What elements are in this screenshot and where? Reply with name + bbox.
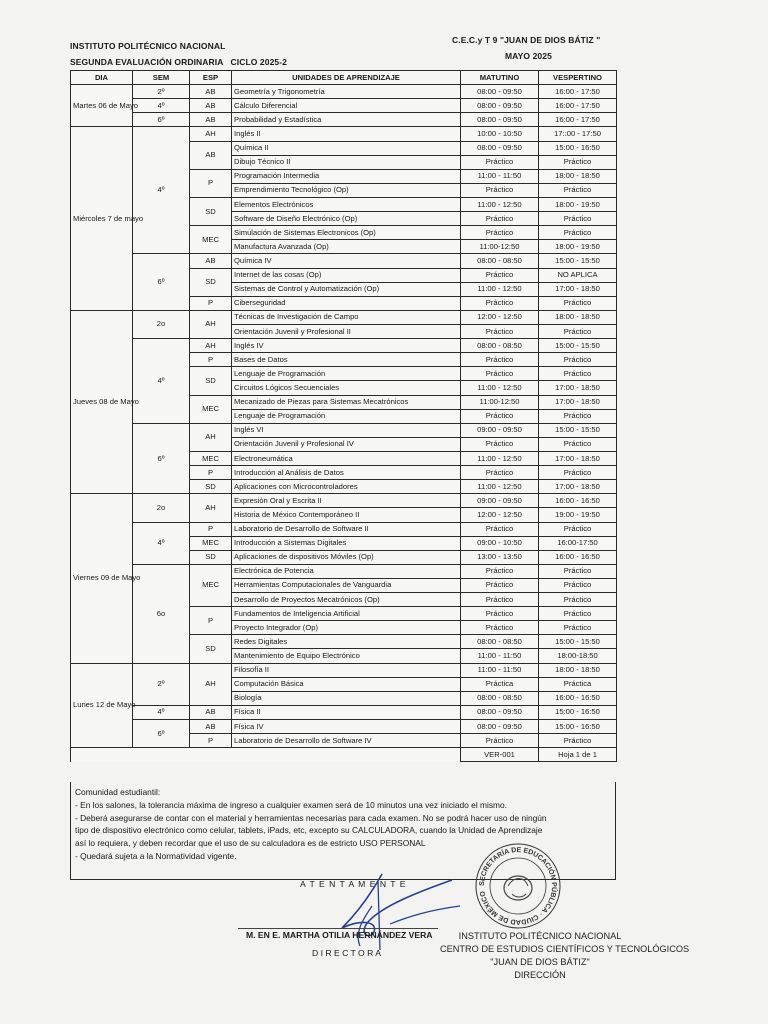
morning-time-cell: Práctico <box>461 578 539 592</box>
semester-cell: 2º <box>133 663 190 705</box>
semester-cell: 6º <box>133 720 190 748</box>
afternoon-time-cell: 18:00 - 18:50 <box>539 663 617 677</box>
learning-unit-cell: Emprendimiento Tecnológico (Op) <box>232 183 461 197</box>
morning-time-cell: Práctico <box>461 212 539 226</box>
director-role: D I R E C T O R A <box>312 948 381 958</box>
learning-unit-cell: Lenguaje de Programación <box>232 367 461 381</box>
schedule-body <box>71 85 617 748</box>
exam-schedule-table <box>70 70 617 762</box>
morning-time-cell: 11:00-12:50 <box>461 395 539 409</box>
morning-time-cell: 08:00 - 09:50 <box>461 85 539 99</box>
morning-time-cell: Práctico <box>461 324 539 338</box>
afternoon-time-cell: 17:00 - 18:50 <box>539 282 617 296</box>
learning-unit-cell: Sistemas de Control y Automatización (Op) <box>232 282 461 296</box>
afternoon-time-cell: 15:00 - 15:50 <box>539 339 617 353</box>
learning-unit-cell: Introducción al Análisis de Datos <box>232 466 461 480</box>
learning-unit-cell: Inglés IV <box>232 339 461 353</box>
learning-unit-cell: Historia de México Contemporáneo II <box>232 508 461 522</box>
semester-cell: 2º <box>133 85 190 99</box>
afternoon-time-cell: Práctico <box>539 367 617 381</box>
afternoon-time-cell: 17:00 - 18:50 <box>539 451 617 465</box>
specialty-cell: AB <box>190 254 232 268</box>
learning-unit-cell: Proyecto Integrador (Op) <box>232 621 461 635</box>
afternoon-time-cell: Práctico <box>539 324 617 338</box>
specialty-cell: MEC <box>190 536 232 550</box>
morning-time-cell: 11:00-12:50 <box>461 240 539 254</box>
note-line: - Deberá asegurarse de contar con el material y herramientas necesarias para cada examen. No se podrá hacer uso de ningún <box>75 812 547 823</box>
afternoon-time-cell: Práctica <box>539 677 617 691</box>
signature-line <box>238 928 438 929</box>
morning-time-cell: Práctico <box>461 155 539 169</box>
table-row <box>71 720 617 734</box>
month-title: MAYO 2025 <box>505 51 552 61</box>
morning-time-cell: Práctico <box>461 183 539 197</box>
semester-cell: 4º <box>133 705 190 719</box>
afternoon-time-cell: NO APLICA <box>539 268 617 282</box>
semester-cell: 6º <box>133 113 190 127</box>
col-header-matutino: MATUTINO <box>461 71 539 85</box>
morning-time-cell: 11:00 - 12:50 <box>461 451 539 465</box>
afternoon-time-cell: 16:00 - 17:50 <box>539 85 617 99</box>
day-cell: Viernes 09 de Mayo <box>71 494 133 663</box>
semester-cell: 6º <box>133 254 190 310</box>
learning-unit-cell: Laboratorio de Desarrollo de Software II <box>232 522 461 536</box>
specialty-cell: AB <box>190 705 232 719</box>
specialty-cell: MEC <box>190 395 232 423</box>
semester-cell: 2o <box>133 494 190 522</box>
morning-time-cell: 11:00 - 12:50 <box>461 282 539 296</box>
table-row <box>71 99 617 113</box>
afternoon-time-cell: 16:00 - 17:50 <box>539 113 617 127</box>
learning-unit-cell: Aplicaciones con Microcontroladores <box>232 480 461 494</box>
specialty-cell: SD <box>190 550 232 564</box>
learning-unit-cell: Desarrollo de Proyectos Mecatrónicos (Op) <box>232 593 461 607</box>
specialty-cell: P <box>190 296 232 310</box>
learning-unit-cell: Expresión Oral y Escrita II <box>232 494 461 508</box>
notes-heading: Comunidad estudiantil: <box>75 787 161 797</box>
afternoon-time-cell: 17:00 - 18:50 <box>539 395 617 409</box>
table-row <box>71 494 617 508</box>
learning-unit-cell: Geometría y Trigonometría <box>232 85 461 99</box>
stamp-line-4: DIRECCIÓN <box>514 970 566 980</box>
specialty-cell: AB <box>190 720 232 734</box>
institution-stamp <box>440 930 690 982</box>
specialty-cell: MEC <box>190 226 232 254</box>
afternoon-time-cell: 18:00 - 18:50 <box>539 310 617 324</box>
learning-unit-cell: Mecanizado de Piezas para Sistemas Mecatrónicos <box>232 395 461 409</box>
afternoon-time-cell: 18:00 - 19:50 <box>539 197 617 211</box>
morning-time-cell: 08:00 - 08:50 <box>461 254 539 268</box>
learning-unit-cell: Inglés II <box>232 127 461 141</box>
table-row <box>71 127 617 141</box>
learning-unit-cell: Electrónica de Potencia <box>232 564 461 578</box>
specialty-cell: P <box>190 353 232 367</box>
learning-unit-cell: Internet de las cosas (Op) <box>232 268 461 282</box>
table-row <box>71 254 617 268</box>
specialty-cell: SD <box>190 197 232 225</box>
morning-time-cell: Práctico <box>461 522 539 536</box>
table-row <box>71 705 617 719</box>
morning-time-cell: 11:00 - 11:50 <box>461 663 539 677</box>
afternoon-time-cell: Práctico <box>539 734 617 748</box>
stamp-line-3: "JUAN DE DIOS BÁTIZ" <box>490 957 590 967</box>
afternoon-time-cell: 15:00 - 15:50 <box>539 254 617 268</box>
page-indicator: Hoja 1 de 1 <box>539 748 617 762</box>
specialty-cell: P <box>190 734 232 748</box>
morning-time-cell: Práctico <box>461 367 539 381</box>
morning-time-cell: 09:00 - 09:50 <box>461 423 539 437</box>
table-row <box>71 85 617 99</box>
col-header-esp: ESP <box>190 71 232 85</box>
stamp-line-2: CENTRO DE ESTUDIOS CIENTÍFICOS Y TECNOLÓGICOS <box>440 944 690 954</box>
afternoon-time-cell: Práctico <box>539 593 617 607</box>
specialty-cell: AH <box>190 663 232 705</box>
morning-time-cell: Práctico <box>461 621 539 635</box>
learning-unit-cell: Biología <box>232 691 461 705</box>
morning-time-cell: 08:00 - 09:50 <box>461 141 539 155</box>
day-cell: Jueves 08 de Mayo <box>71 310 133 493</box>
afternoon-time-cell: Práctico <box>539 183 617 197</box>
specialty-cell: SD <box>190 635 232 663</box>
morning-time-cell: Práctico <box>461 268 539 282</box>
afternoon-time-cell: 15:00 - 15:50 <box>539 635 617 649</box>
learning-unit-cell: Elementos Electrónicos <box>232 197 461 211</box>
learning-unit-cell: Herramientas Computacionales de Vanguardia <box>232 578 461 592</box>
afternoon-time-cell: 16:00 - 16:50 <box>539 494 617 508</box>
semester-cell: 4º <box>133 339 190 424</box>
morning-time-cell: Práctico <box>461 226 539 240</box>
learning-unit-cell: Técnicas de Investigación de Campo <box>232 310 461 324</box>
afternoon-time-cell: Práctico <box>539 578 617 592</box>
table-row <box>71 564 617 578</box>
morning-time-cell: Práctico <box>461 409 539 423</box>
afternoon-time-cell: 18:00 - 19:50 <box>539 240 617 254</box>
col-header-dia: DIA <box>71 71 133 85</box>
afternoon-time-cell: Práctico <box>539 564 617 578</box>
morning-time-cell: 08:00 - 08:50 <box>461 635 539 649</box>
morning-time-cell: Práctico <box>461 466 539 480</box>
morning-time-cell: 08:00 - 08:50 <box>461 339 539 353</box>
learning-unit-cell: Física IV <box>232 720 461 734</box>
morning-time-cell: 08:00 - 09:50 <box>461 705 539 719</box>
specialty-cell: AH <box>190 339 232 353</box>
semester-cell: 4º <box>133 99 190 113</box>
afternoon-time-cell: 17::00 - 17:50 <box>539 127 617 141</box>
specialty-cell: MEC <box>190 564 232 606</box>
specialty-cell: AH <box>190 127 232 141</box>
learning-unit-cell: Física II <box>232 705 461 719</box>
semester-cell: 6o <box>133 564 190 663</box>
note-line: - En los salones, la tolerancia máxima de ingreso a cualquier examen será de 10 minutos una vez iniciado el mismo. <box>75 799 507 810</box>
afternoon-time-cell: 15:00 - 16:50 <box>539 141 617 155</box>
afternoon-time-cell: Práctico <box>539 296 617 310</box>
learning-unit-cell: Dibujo Técnico II <box>232 155 461 169</box>
morning-time-cell: Práctico <box>461 296 539 310</box>
learning-unit-cell: Química IV <box>232 254 461 268</box>
morning-time-cell: 11:00 - 12:50 <box>461 381 539 395</box>
col-header-unidades: UNIDADES DE APRENDIZAJE <box>232 71 461 85</box>
afternoon-time-cell: 15:00 - 15:50 <box>539 423 617 437</box>
specialty-cell: AB <box>190 141 232 169</box>
specialty-cell: SD <box>190 268 232 296</box>
afternoon-time-cell: 15:00 - 16:50 <box>539 720 617 734</box>
semester-cell: 4º <box>133 127 190 254</box>
semester-cell: 4º <box>133 522 190 564</box>
col-header-sem: SEM <box>133 71 190 85</box>
afternoon-time-cell: Práctico <box>539 155 617 169</box>
morning-time-cell: 08:00 - 09:50 <box>461 720 539 734</box>
table-row <box>71 339 617 353</box>
afternoon-time-cell: 18:00 - 18:50 <box>539 169 617 183</box>
morning-time-cell: 11:00 - 12:50 <box>461 197 539 211</box>
table-header-row <box>71 71 617 85</box>
version-code: VER-001 <box>461 748 539 762</box>
morning-time-cell: Práctico <box>461 593 539 607</box>
learning-unit-cell: Introducción a Sistemas Digitales <box>232 536 461 550</box>
afternoon-time-cell: Práctico <box>539 621 617 635</box>
learning-unit-cell: Aplicaciones de dispositivos Móviles (Op) <box>232 550 461 564</box>
svg-text:SECRETARÍA DE EDUCACIÓN PÚBLIC <box>479 847 559 925</box>
morning-time-cell: Práctico <box>461 353 539 367</box>
afternoon-time-cell: 15:00 - 16:50 <box>539 705 617 719</box>
stamp-line-1: INSTITUTO POLITÉCNICO NACIONAL <box>458 931 622 941</box>
morning-time-cell: 09:00 - 09:50 <box>461 494 539 508</box>
evaluation-title: SEGUNDA EVALUACIÓN ORDINARIA CICLO 2025-2 <box>70 57 287 67</box>
closing-text: A T E N T A M E N T E <box>300 879 407 889</box>
afternoon-time-cell: 16:00 - 16:50 <box>539 691 617 705</box>
learning-unit-cell: Computación Básica <box>232 677 461 691</box>
learning-unit-cell: Circuitos Lógicos Secuenciales <box>232 381 461 395</box>
afternoon-time-cell: Práctico <box>539 466 617 480</box>
specialty-cell: AB <box>190 99 232 113</box>
specialty-cell: SD <box>190 480 232 494</box>
specialty-cell: P <box>190 522 232 536</box>
morning-time-cell: Práctico <box>461 564 539 578</box>
col-header-vespertino: VESPERTINO <box>539 71 617 85</box>
day-cell: Martes 06 de Mayo <box>71 85 133 127</box>
learning-unit-cell: Electroneumática <box>232 451 461 465</box>
specialty-cell: MEC <box>190 451 232 465</box>
specialty-cell: P <box>190 169 232 197</box>
afternoon-time-cell: Práctico <box>539 522 617 536</box>
afternoon-time-cell: Práctico <box>539 212 617 226</box>
learning-unit-cell: Redes Digitales <box>232 635 461 649</box>
morning-time-cell: 10:00 - 10:50 <box>461 127 539 141</box>
afternoon-time-cell: Práctico <box>539 607 617 621</box>
specialty-cell: SD <box>190 367 232 395</box>
specialty-cell: AB <box>190 85 232 99</box>
morning-time-cell: Práctica <box>461 677 539 691</box>
table-row <box>71 310 617 324</box>
table-row <box>71 522 617 536</box>
seal-text: SECRETARÍA DE EDUCACIÓN PÚBLICA · CIUDAD DE MÉXICO <box>478 846 558 926</box>
semester-cell: 2o <box>133 310 190 338</box>
morning-time-cell: 11:00 - 11:50 <box>461 649 539 663</box>
official-seal <box>474 842 562 930</box>
day-cell: Miércoles 7 de mayo <box>71 127 133 310</box>
afternoon-time-cell: 17:00 - 18:50 <box>539 381 617 395</box>
morning-time-cell: 09:00 - 10:50 <box>461 536 539 550</box>
director-name: M. EN E. MARTHA OTILIA HERNÁNDEZ VERA <box>246 930 433 940</box>
morning-time-cell: 11:00 - 12:50 <box>461 480 539 494</box>
afternoon-time-cell: 16:00 - 16:50 <box>539 550 617 564</box>
learning-unit-cell: Manufactura Avanzada (Op) <box>232 240 461 254</box>
morning-time-cell: Práctico <box>461 734 539 748</box>
morning-time-cell: 08:00 - 09:50 <box>461 113 539 127</box>
note-line: - Quedará sujeta a la Normatividad vigente. <box>75 850 237 861</box>
learning-unit-cell: Bases de Datos <box>232 353 461 367</box>
day-cell: Lunes 12 de Mayo <box>71 663 133 748</box>
learning-unit-cell: Programación Intermedia <box>232 169 461 183</box>
learning-unit-cell: Probabilidad y Estadística <box>232 113 461 127</box>
learning-unit-cell: Cálculo Diferencial <box>232 99 461 113</box>
learning-unit-cell: Lenguaje de Programación <box>232 409 461 423</box>
morning-time-cell: Práctico <box>461 607 539 621</box>
morning-time-cell: 08:00 - 09:50 <box>461 99 539 113</box>
learning-unit-cell: Fundamentos de Inteligencia Artificial <box>232 607 461 621</box>
afternoon-time-cell: 19:00 - 19:50 <box>539 508 617 522</box>
specialty-cell: AB <box>190 113 232 127</box>
learning-unit-cell: Software de Diseño Electrónico (Op) <box>232 212 461 226</box>
learning-unit-cell: Orientación Juvenil y Profesional II <box>232 324 461 338</box>
institution-title: INSTITUTO POLITÉCNICO NACIONAL <box>70 41 226 51</box>
learning-unit-cell: Ciberseguridad <box>232 296 461 310</box>
afternoon-time-cell: Práctico <box>539 437 617 451</box>
specialty-cell: P <box>190 607 232 635</box>
learning-unit-cell: Inglés VI <box>232 423 461 437</box>
table-row <box>71 663 617 677</box>
morning-time-cell: 12:00 - 12:50 <box>461 310 539 324</box>
table-row <box>71 113 617 127</box>
afternoon-time-cell: 17:00 - 18:50 <box>539 480 617 494</box>
learning-unit-cell: Filosofía II <box>232 663 461 677</box>
school-title: C.E.C.y T 9 "JUAN DE DIOS BÁTIZ " <box>452 35 601 45</box>
specialty-cell: P <box>190 466 232 480</box>
table-row <box>71 423 617 437</box>
afternoon-time-cell: Práctico <box>539 353 617 367</box>
semester-cell: 6º <box>133 423 190 494</box>
morning-time-cell: 12:00 - 12:50 <box>461 508 539 522</box>
afternoon-time-cell: Práctico <box>539 226 617 240</box>
afternoon-time-cell: 16:00 - 17:50 <box>539 99 617 113</box>
afternoon-time-cell: Práctico <box>539 409 617 423</box>
learning-unit-cell: Mantenimiento de Equipo Electrónico <box>232 649 461 663</box>
table-footer-row <box>71 748 617 762</box>
learning-unit-cell: Química II <box>232 141 461 155</box>
morning-time-cell: 13:00 - 13:50 <box>461 550 539 564</box>
learning-unit-cell: Laboratorio de Desarrollo de Software IV <box>232 734 461 748</box>
note-line: así lo requiera, y deben recordar que el uso de su calculadora es de estricto USO PERSONAL <box>75 838 426 849</box>
afternoon-time-cell: 16:00-17:50 <box>539 536 617 550</box>
morning-time-cell: Práctico <box>461 437 539 451</box>
note-line: tipo de dispositivo electrónico como celular, tablets, iPads, etc, excepto su CALCULADORA, cuando la Unidad de Aprendizaje <box>75 825 543 836</box>
specialty-cell: AH <box>190 423 232 451</box>
afternoon-time-cell: 18:00-18:50 <box>539 649 617 663</box>
specialty-cell: AH <box>190 494 232 522</box>
specialty-cell: AH <box>190 310 232 338</box>
learning-unit-cell: Orientación Juvenil y Profesional IV <box>232 437 461 451</box>
morning-time-cell: 08:00 - 08:50 <box>461 691 539 705</box>
morning-time-cell: 11:00 - 11:50 <box>461 169 539 183</box>
learning-unit-cell: Simulación de Sistemas Electronicos (Op) <box>232 226 461 240</box>
